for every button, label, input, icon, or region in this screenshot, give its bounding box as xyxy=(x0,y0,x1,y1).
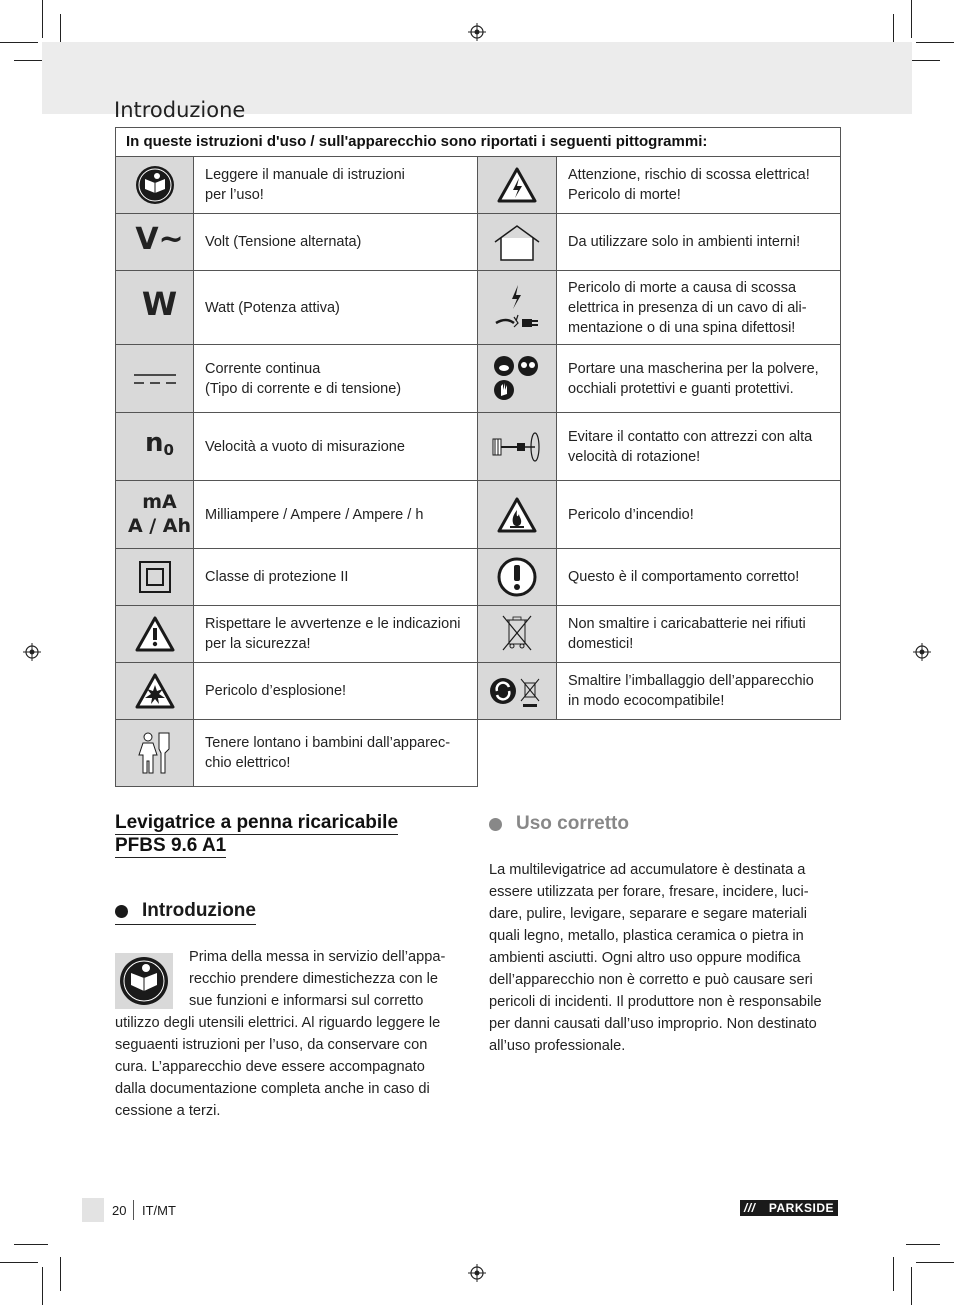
indoor-use-icon xyxy=(478,214,557,271)
table-header-row xyxy=(116,128,841,157)
crop-mark xyxy=(60,1257,61,1291)
table-row xyxy=(116,345,841,413)
table-cell: Pericolo d’incendio! xyxy=(557,481,841,549)
footer-tab xyxy=(82,1198,104,1222)
table-cell: Portare una mascherina per la polvere, occhiali protettivi e guanti protettivi. xyxy=(557,345,841,413)
table-cell: Volt (Tensione alternata) xyxy=(194,214,478,271)
recycling-icon xyxy=(478,663,557,720)
language-code: IT/MT xyxy=(142,1203,176,1218)
registration-mark-icon xyxy=(468,1264,486,1282)
read-manual-icon xyxy=(115,953,173,1009)
usage-text: La multilevigatrice ad accumulatore è destinata a essere utilizzata per forare, fresare, incidere, luci- dare, pulire, levigare, separare e segare materiali quali legno, metallo, plastica ceramica o pietra in ambienti asciutti. Ogni altro uso oppure modifica dell’apparecchio non è corretto e può causare seri pericoli di incidenti. Il produttore non è responsabile per danni causati dall’uso improprio. Non destinato all’uso professionale. xyxy=(489,862,822,1054)
table-row xyxy=(116,549,841,606)
table-cell: Classe di protezione II xyxy=(194,549,478,606)
crop-mark xyxy=(906,1244,940,1245)
table-heading: In queste istruzioni d'uso / sull'apparecchio sono riportati i seguenti pittogrammi: xyxy=(116,128,841,157)
table-cell: Velocità a vuoto di misurazione xyxy=(194,413,478,481)
crop-mark xyxy=(0,1262,38,1263)
table-cell: Questo è il comportamento corretto! xyxy=(557,549,841,606)
table-row xyxy=(116,214,841,271)
crop-mark xyxy=(911,0,912,38)
table-cell: Pericolo d’esplosione! xyxy=(194,663,478,720)
intro-text-beside-icon: Prima della messa in servizio dell’appa- recchio prendere dimestichezza con le sue funzioni e informarsi sul corretto xyxy=(189,949,446,1009)
protective-equipment-icon xyxy=(478,345,557,413)
table-row xyxy=(116,663,841,720)
explosion-hazard-icon xyxy=(116,663,194,720)
fire-hazard-icon xyxy=(478,481,557,549)
table-cell: Milliampere / Ampere / Ampere / h xyxy=(194,481,478,549)
table-row xyxy=(116,271,841,345)
registration-mark-icon xyxy=(23,643,41,661)
table-row xyxy=(116,413,841,481)
table-row xyxy=(116,720,841,787)
table-cell: Smaltire l’imballaggio dell’apparecchio in modo ecocompatibile! xyxy=(557,663,841,720)
crop-mark xyxy=(14,1244,48,1245)
crop-mark xyxy=(0,42,38,43)
crop-mark xyxy=(893,1257,894,1291)
intro-heading: Introduzione xyxy=(115,900,256,925)
safety-warning-icon xyxy=(116,606,194,663)
electric-shock-warning-icon xyxy=(478,157,557,214)
bullet-icon xyxy=(115,905,128,918)
damaged-cable-icon xyxy=(478,271,557,345)
table-cell: Tenere lontano i bambini dall’apparec- chio elettrico! xyxy=(194,720,478,787)
table-cell: Pericolo di morte a causa di scossa elettrica in presenza di un cavo di ali- mentazione o di una spina difettosi! xyxy=(557,271,841,345)
table-cell: Leggere il manuale di istruzioni per l’uso! xyxy=(194,157,478,214)
protection-class-ii-icon xyxy=(116,549,194,606)
usage-heading: Uso corretto xyxy=(489,813,629,835)
table-cell: Rispettare le avvertenze e le indicazioni per la sicurezza! xyxy=(194,606,478,663)
table-row xyxy=(116,481,841,549)
current-unit-symbol: mA A / Ah xyxy=(116,481,194,549)
read-manual-icon xyxy=(116,157,194,214)
no-household-waste-icon xyxy=(478,606,557,663)
page-title: Introduzione xyxy=(114,98,246,123)
direct-current-icon xyxy=(116,345,194,413)
volt-ac-symbol: V~ xyxy=(116,214,194,271)
page-number: 20 xyxy=(112,1203,127,1218)
table-cell: Attenzione, rischio di scossa elettrica! Pericolo di morte! xyxy=(557,157,841,214)
logo-stripes-icon: /// xyxy=(744,1201,756,1215)
crop-mark xyxy=(42,1267,43,1305)
table-row xyxy=(116,606,841,663)
crop-mark xyxy=(916,42,954,43)
table-cell: Evitare il contatto con attrezzi con alta velocità di rotazione! xyxy=(557,413,841,481)
registration-mark-icon xyxy=(468,23,486,41)
table-cell: Watt (Potenza attiva) xyxy=(194,271,478,345)
registration-mark-icon xyxy=(913,643,931,661)
brand-logo: /// PARKSIDE xyxy=(740,1200,838,1216)
table-cell: Non smaltire i caricabatterie nei rifiuti domestici! xyxy=(557,606,841,663)
crop-mark xyxy=(42,0,43,38)
table-cell: Corrente continua (Tipo di corrente e di tensione) xyxy=(194,345,478,413)
bullet-icon xyxy=(489,818,502,831)
pictogram-table xyxy=(115,127,841,787)
table-row xyxy=(116,157,841,214)
footer-divider xyxy=(133,1200,134,1220)
correct-behaviour-icon xyxy=(478,549,557,606)
no-load-speed-symbol: $n_0$ xyxy=(116,413,194,481)
watt-symbol: W xyxy=(116,271,194,345)
crop-mark xyxy=(911,1267,912,1305)
rotating-tool-icon xyxy=(478,413,557,481)
table-cell: Da utilizzare solo in ambienti interni! xyxy=(557,214,841,271)
crop-mark xyxy=(916,1262,954,1263)
keep-away-children-icon xyxy=(116,720,194,787)
product-title: Levigatrice a penna ricaricabile PFBS 9.6 A1 xyxy=(115,812,399,856)
intro-text: utilizzo degli utensili elettrici. Al riguardo leggere le seguaenti istruzioni per l’uso, da conservare con cura. L’apparecchio deve essere accompagnato dalla documentazione completa anche in caso di cessione a terzi. xyxy=(115,1015,441,1119)
